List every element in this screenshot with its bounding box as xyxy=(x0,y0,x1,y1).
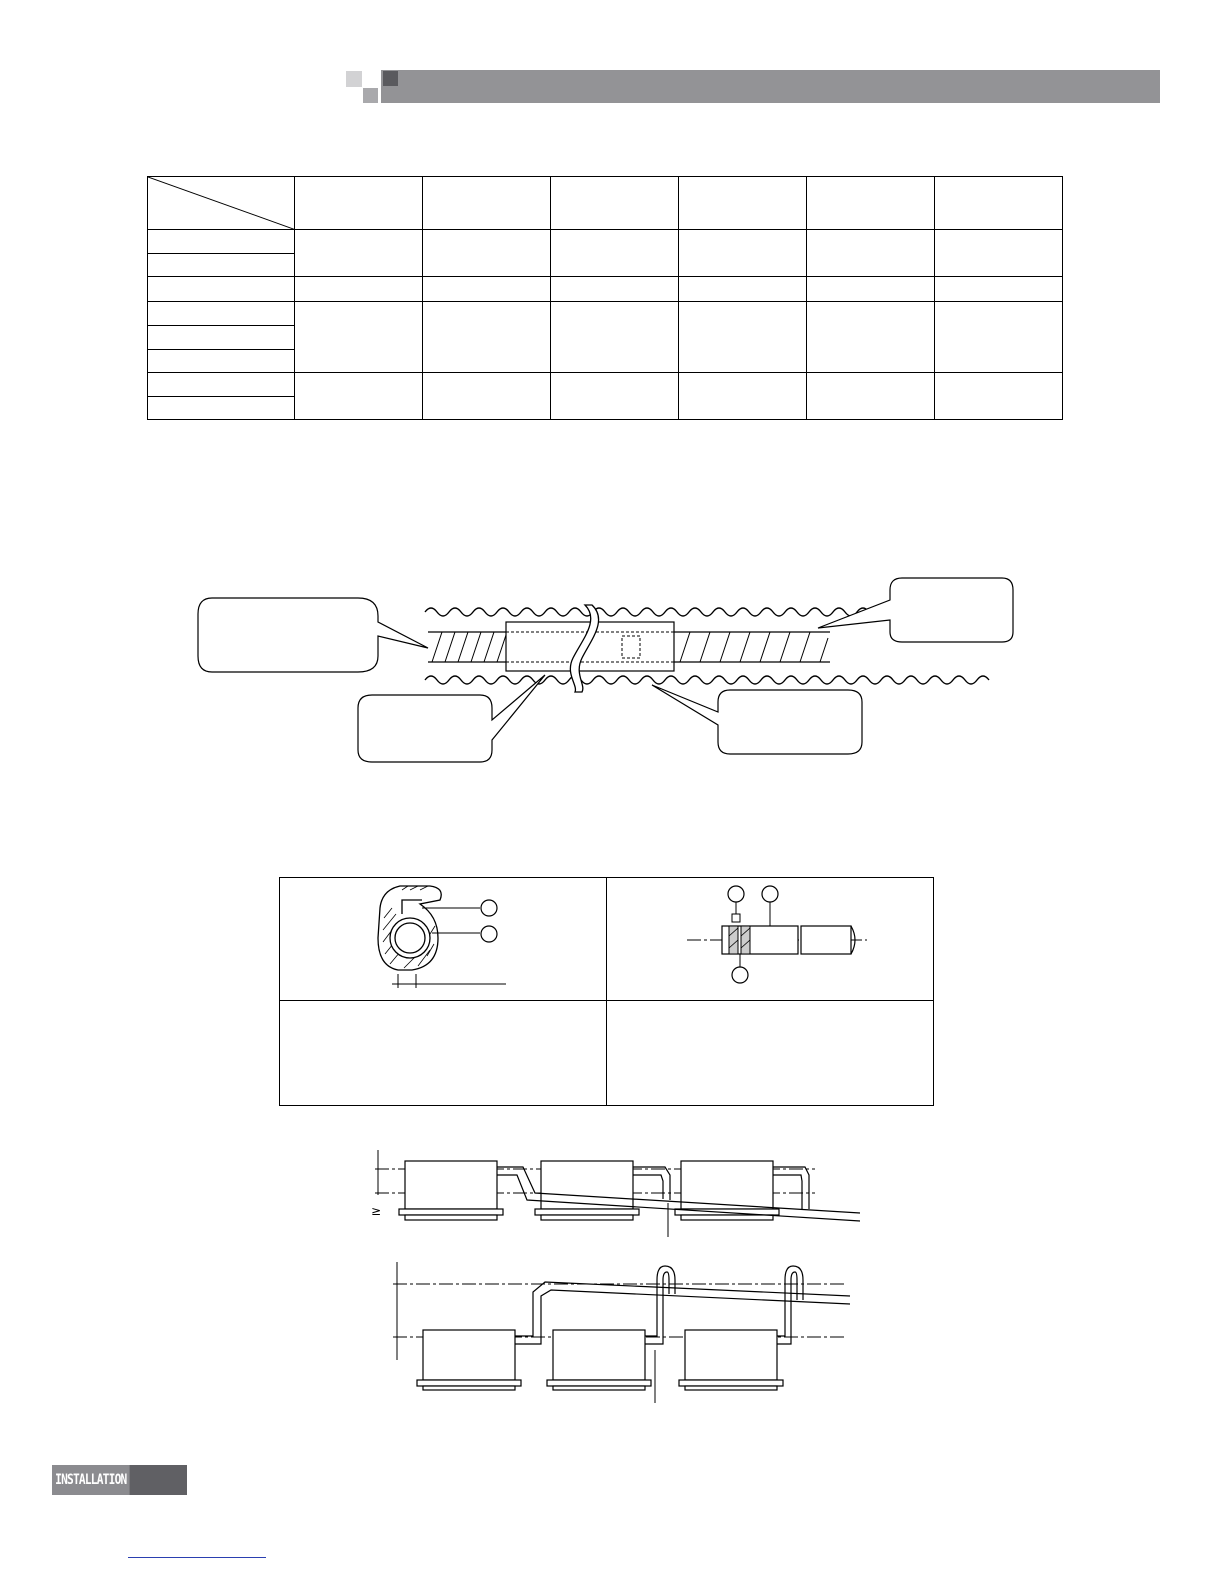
detail-drawing-cell-right xyxy=(607,878,934,1001)
table-row-label xyxy=(148,349,295,372)
marker-circle xyxy=(481,926,497,942)
table-row-label xyxy=(148,254,295,277)
callout-left xyxy=(198,598,428,672)
drain-piping-diagram-1 xyxy=(365,1145,865,1245)
table-corner-cell xyxy=(148,177,295,230)
marker-circle xyxy=(732,967,748,983)
table-row-label xyxy=(148,396,295,419)
pipe-hatching-left xyxy=(432,632,507,662)
pipe-hatching-right xyxy=(680,632,828,662)
insulation-detail-table xyxy=(279,877,934,1106)
table-cell xyxy=(935,301,1063,372)
table-cell xyxy=(423,277,551,301)
table-cell xyxy=(295,301,423,372)
table-cell xyxy=(551,301,679,372)
table-cell xyxy=(423,230,551,277)
marker-circle xyxy=(762,886,778,902)
table-cell xyxy=(807,301,935,372)
table-row-label xyxy=(148,277,295,301)
table-cell xyxy=(807,372,935,419)
indoor-unit xyxy=(685,1330,777,1380)
table-cell xyxy=(679,301,807,372)
footer-section-label: INSTALLATION xyxy=(52,1465,130,1495)
ge-symbol: ≥ xyxy=(371,1204,382,1218)
table-row-label xyxy=(148,325,295,349)
pipe-insulation-diagram xyxy=(190,570,1030,770)
insulation-wave-bottom xyxy=(425,676,989,684)
table-cell xyxy=(423,301,551,372)
indoor-unit xyxy=(423,1330,515,1380)
indoor-unit xyxy=(405,1161,497,1209)
table-cell xyxy=(807,230,935,277)
marker-circle xyxy=(481,900,497,916)
table-cell xyxy=(295,277,423,301)
table-row-label xyxy=(148,230,295,254)
detail-drawing-cell-left xyxy=(280,878,607,1001)
header-bar xyxy=(381,70,1160,103)
table-cell xyxy=(679,372,807,419)
table-cell xyxy=(935,230,1063,277)
callout-right xyxy=(818,578,1013,642)
table-row-label xyxy=(148,301,295,325)
table-cell xyxy=(551,372,679,419)
callout-bottom-left xyxy=(358,675,545,762)
table-cell xyxy=(935,277,1063,301)
table-cell xyxy=(679,277,807,301)
header-square-dark xyxy=(383,71,398,86)
detail-text-cell-left xyxy=(280,1001,607,1106)
pipe-cross-section-drawing xyxy=(280,878,606,995)
table-header-cell xyxy=(935,177,1063,230)
header-square-mid xyxy=(363,88,378,103)
table-cell xyxy=(423,372,551,419)
drain-piping-diagram-2 xyxy=(385,1250,865,1405)
table-cell xyxy=(807,277,935,301)
header-square-light xyxy=(346,71,362,87)
table-cell xyxy=(551,230,679,277)
callout-bottom-right xyxy=(652,685,862,754)
table-header-cell xyxy=(807,177,935,230)
table-cell xyxy=(295,372,423,419)
detail-text-cell-right xyxy=(607,1001,934,1106)
footer-link-underline[interactable] xyxy=(128,1557,266,1558)
indoor-unit xyxy=(681,1161,773,1209)
table-cell xyxy=(295,230,423,277)
table-header-cell xyxy=(295,177,423,230)
pipe-joint-drawing xyxy=(607,878,933,995)
indoor-unit xyxy=(553,1330,645,1380)
table-cell xyxy=(679,230,807,277)
table-cell xyxy=(935,372,1063,419)
corner-diagonal xyxy=(148,177,294,229)
table-header-cell xyxy=(551,177,679,230)
table-header-cell xyxy=(679,177,807,230)
pipe-spec-table xyxy=(147,176,1063,420)
marker-circle xyxy=(728,886,744,902)
table-header-cell xyxy=(423,177,551,230)
table-row-label xyxy=(148,372,295,396)
table-cell xyxy=(551,277,679,301)
